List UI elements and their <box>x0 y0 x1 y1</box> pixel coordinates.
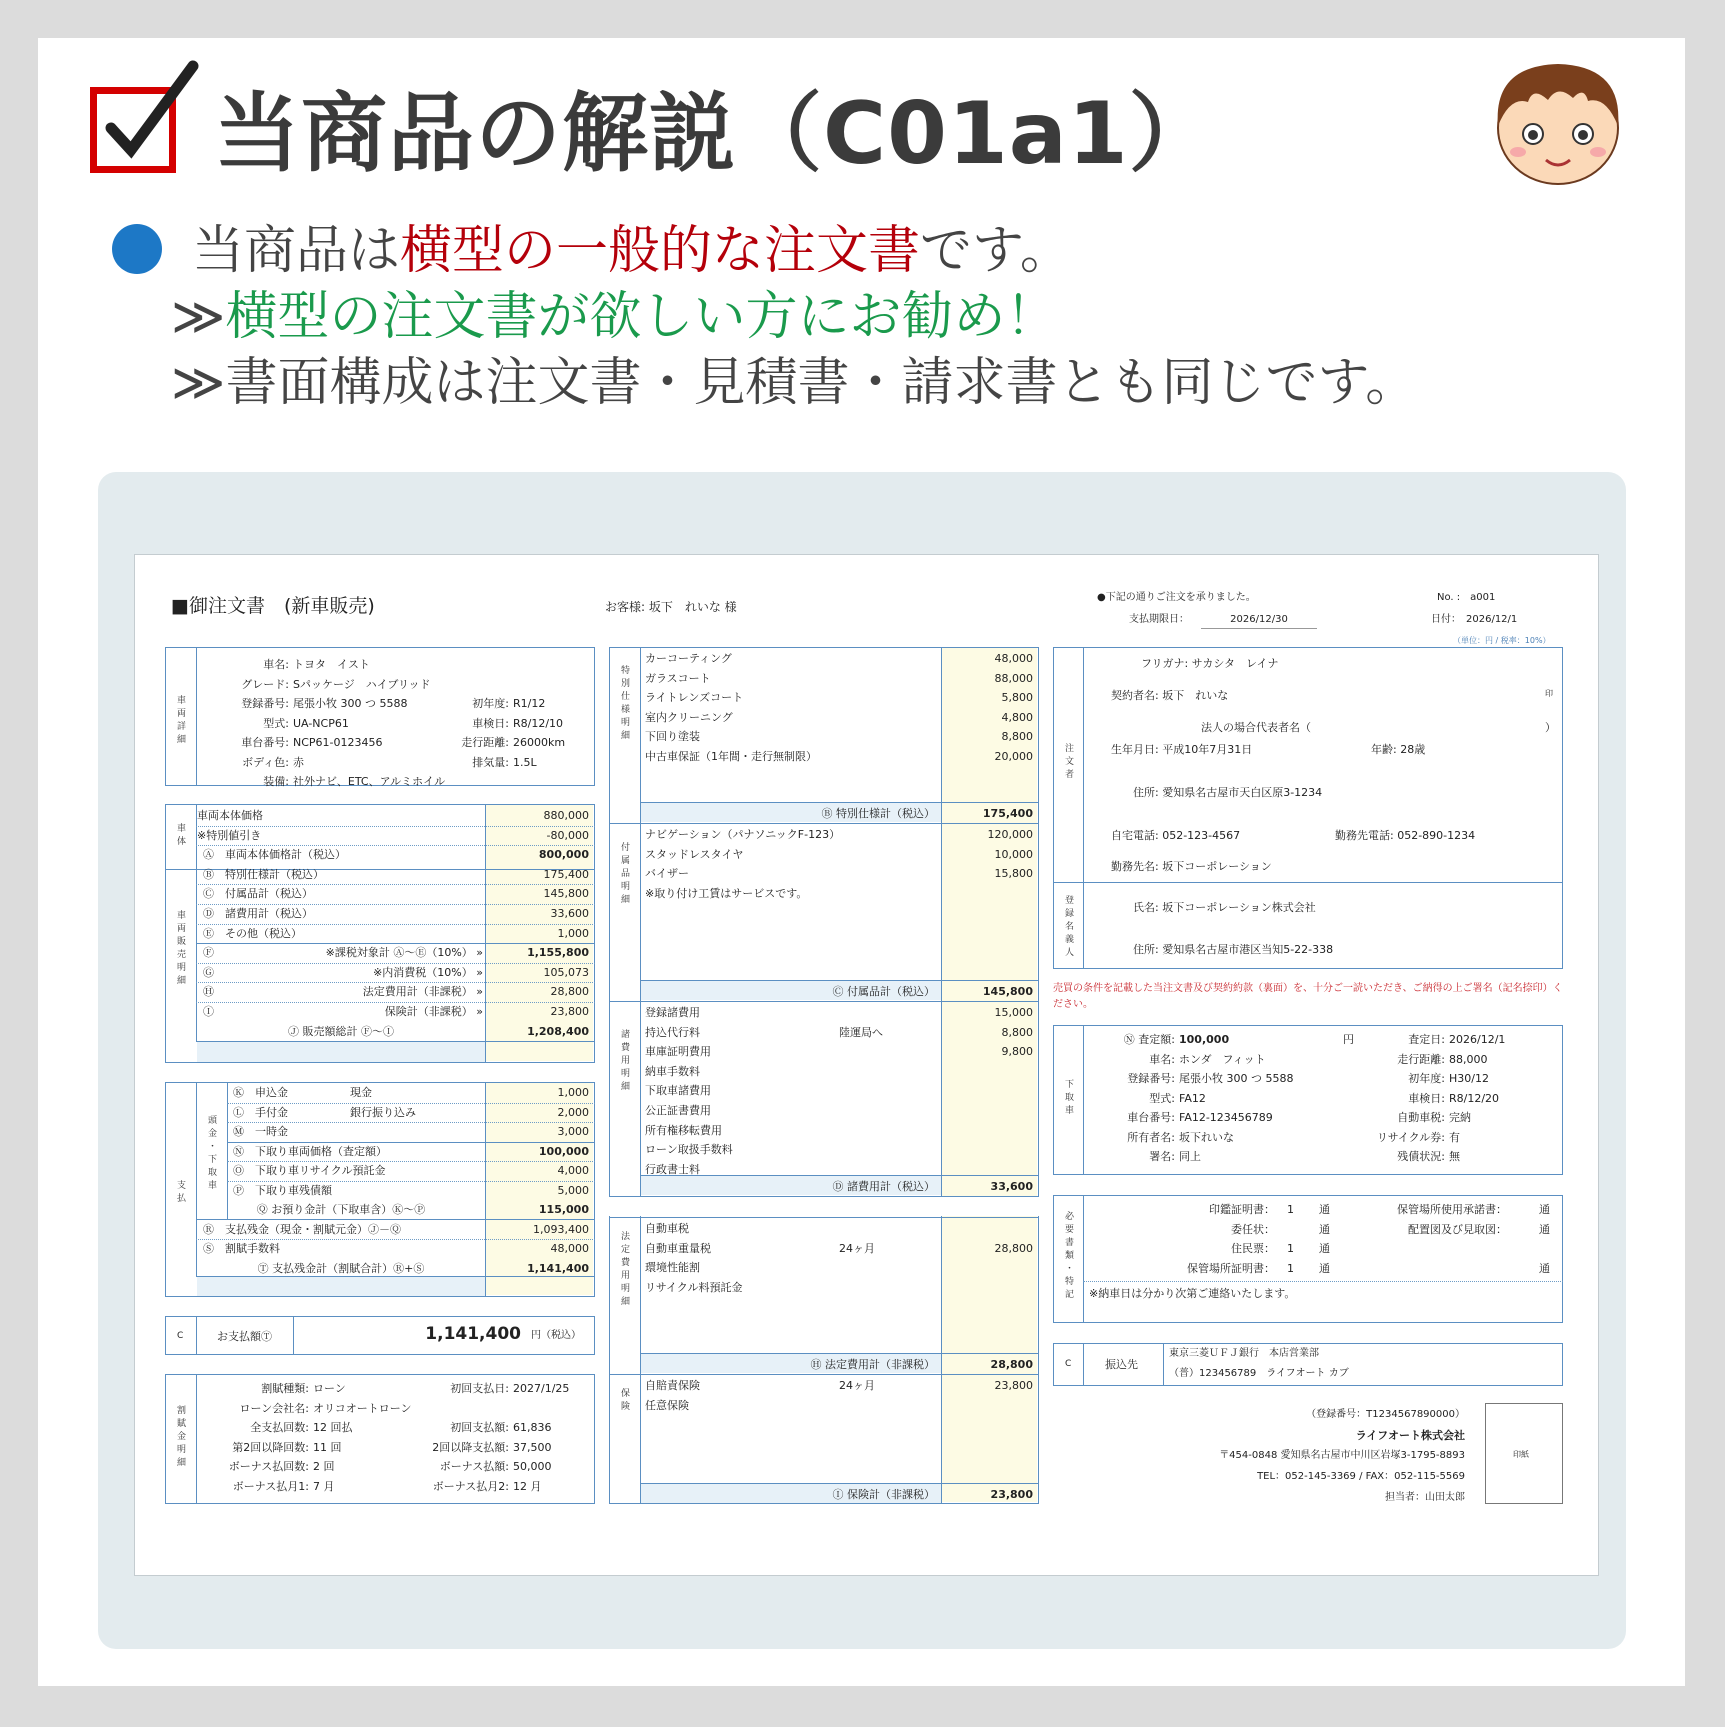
vehicle-value: トヨタ イスト <box>293 658 370 671</box>
insurance-total: 23,800 <box>990 1488 1033 1501</box>
tradein-value: 坂下れいな <box>1179 1130 1234 1144</box>
total-label: お支払額Ⓣ <box>217 1330 272 1343</box>
orderer-birth: 生年月日: 平成10年7月31日 <box>1111 743 1253 756</box>
tradein-value: 100,000 <box>1179 1033 1230 1046</box>
vehicle-label: 装備: <box>263 775 289 788</box>
loan-value: 12 月 <box>513 1479 542 1493</box>
special-amount: 20,000 <box>994 750 1033 763</box>
fees-item: 行政書士料 <box>645 1162 700 1176</box>
seller-staff: 担当者：山田太郎 <box>1385 1492 1465 1503</box>
payment-method: 銀行振り込み <box>350 1105 416 1119</box>
vehicle-label: ボディ色: <box>242 755 289 769</box>
vehicle-label: 車検日: <box>472 716 509 730</box>
sales-mark: Ⓗ <box>203 985 214 999</box>
sales-amount: -80,000 <box>546 828 589 842</box>
tradein-side-label: 下取車 <box>1063 1079 1073 1118</box>
vehicle-value: UA-NCP61 <box>293 716 349 730</box>
docs-unit: 通 <box>1539 1203 1550 1216</box>
fees-total: 33,600 <box>990 1180 1033 1193</box>
payment-side-label-2: 頭金・下取車 <box>206 1115 216 1193</box>
docs-unit: 通 <box>1319 1242 1330 1255</box>
loan-label: ボーナス払月1: <box>232 1479 309 1493</box>
fees-total-label: Ⓓ 諸費用計（税込） <box>832 1180 935 1193</box>
insurance-total-label: Ⓘ 保険計（非課税） <box>832 1488 935 1501</box>
tradein-label: 署名: <box>1149 1150 1175 1163</box>
special-item: 下回り塗装 <box>645 730 700 744</box>
page-title: 当商品の解説（C01a1） <box>214 84 1216 184</box>
tradein-value: 有 <box>1449 1130 1460 1144</box>
vehicle-value: Sパッケージ ハイブリッド <box>293 677 431 691</box>
checkbox-icon <box>90 87 176 173</box>
bank-line-1: 東京三菱ＵＦＪ銀行 本店営業部 <box>1169 1348 1319 1359</box>
accessories-side-label: 付属品明細 <box>619 842 629 907</box>
total-amount: 1,141,400 <box>425 1324 521 1344</box>
docs-label: 保管場所使用承諾書： <box>1397 1203 1507 1216</box>
loan-label: 割賦種類: <box>261 1382 309 1395</box>
accessories-item: ※取り付け工賃はサービスです。 <box>645 886 808 900</box>
loan-value: ローン <box>313 1382 346 1395</box>
docs-note: ※納車日は分かり次第ご連絡いたします。 <box>1089 1287 1296 1300</box>
vehicle-label: 初年度: <box>472 697 509 710</box>
sales-amount: 880,000 <box>543 809 589 822</box>
tradein-value: 尾張小牧 300 つ 5588 <box>1179 1072 1294 1085</box>
tradein-value: FA12 <box>1179 1091 1206 1105</box>
sales-label: ※特別値引き <box>197 828 262 842</box>
tradein-label: 初年度: <box>1408 1072 1445 1085</box>
sales-label: 法定費用計（非課税） » <box>362 985 483 999</box>
special-amount: 8,800 <box>1001 730 1033 744</box>
sales-mark: Ⓘ <box>203 1005 214 1018</box>
fees-side-label: 諸費用明細 <box>619 1028 629 1094</box>
orderer-address: 住所: 愛知県名古屋市天白区原3-1234 <box>1133 786 1323 799</box>
vehicle-value: 尾張小牧 300 つ 5588 <box>293 697 408 710</box>
orderer-corp-end: ） <box>1545 721 1556 734</box>
bullet-line-2: ≫横型の注文書が欲しい方にお勧め！ <box>171 287 1058 347</box>
vehicle-label: 走行距離: <box>461 736 509 749</box>
doc-title: ■御注文書 (新車販売) <box>171 595 375 617</box>
tradein-unit: 円 <box>1343 1033 1354 1046</box>
loan-label: ローン会社名: <box>239 1401 309 1415</box>
payment-label: Ⓝ 下取り車両価格（査定額） <box>233 1144 387 1158</box>
tradein-label: 車名: <box>1149 1052 1175 1066</box>
accessories-amount: 120,000 <box>987 828 1033 841</box>
loan-value: 12 回払 <box>313 1421 353 1434</box>
docs-unit: 通 <box>1539 1222 1550 1236</box>
orderer-seal: 印 <box>1545 689 1553 698</box>
docs-unit: 通 <box>1319 1261 1330 1275</box>
tradein-value: 88,000 <box>1449 1052 1488 1066</box>
vehicle-value: 赤 <box>293 755 304 769</box>
tradein-label: 所有者名: <box>1127 1130 1175 1144</box>
payment-amount: 1,000 <box>557 1086 589 1099</box>
page <box>38 38 1685 1686</box>
fees-amount: 9,800 <box>1001 1045 1033 1059</box>
payment-amount: 1,141,400 <box>527 1261 589 1275</box>
tradein-label: 車台番号: <box>1127 1111 1175 1124</box>
vehicle-value: 1.5L <box>513 755 537 769</box>
sales-label: Ⓑ 特別仕様計（税込） <box>203 867 324 881</box>
bullet-line-3: ≫書面構成は注文書・見積書・請求書とも同じです。 <box>171 353 1418 413</box>
loan-value: 2 回 <box>313 1460 335 1473</box>
doc-date: 日付： 2026/12/1 <box>1431 614 1518 625</box>
legal-amount: 28,800 <box>994 1241 1033 1255</box>
deadline-label: 支払期限日： <box>1129 614 1189 625</box>
fees-item: 所有権移転費用 <box>645 1123 722 1137</box>
tradein-label: 登録番号: <box>1127 1072 1175 1085</box>
loan-label: 初回支払額: <box>450 1421 509 1434</box>
docs-side-label: 必要書類・特記 <box>1063 1211 1073 1302</box>
sales-label: ※内消費税（10%） » <box>373 965 483 979</box>
fees-item: 納車手数料 <box>645 1064 700 1078</box>
vehicle-label: 車名: <box>263 658 289 671</box>
sales-label: Ⓔ その他（税込） <box>203 926 302 940</box>
deadline-value: 2026/12/30 <box>1201 615 1317 629</box>
docs-label: 印鑑証明書： <box>1209 1203 1275 1216</box>
tradein-value: FA12-123456789 <box>1179 1111 1273 1124</box>
special-total-label: Ⓑ 特別仕様計（税込） <box>821 807 935 820</box>
bank-line-2: （普）123456789 ライフオート カブ <box>1169 1368 1349 1379</box>
sales-amount: 1,000 <box>557 926 589 940</box>
accessories-item: ナビゲーション（パナソニックF-123） <box>645 828 841 841</box>
docs-label: 住民票： <box>1231 1242 1275 1255</box>
seller-name: ライフオート株式会社 <box>1355 1429 1465 1442</box>
vehicle-value: 社外ナビ、ETC、アルミホイル <box>293 775 446 788</box>
fees-amount: 15,000 <box>994 1006 1033 1019</box>
sales-label: 車両本体価格 <box>197 809 263 822</box>
special-total: 175,400 <box>982 807 1033 820</box>
sales-mark: Ⓖ <box>203 965 214 979</box>
accessories-item: バイザー <box>645 867 689 881</box>
orderer-work-phone: 勤務先電話: 052-890-1234 <box>1335 829 1476 842</box>
sales-side-label-1: 車体 <box>175 823 185 849</box>
loan-side-label: 割賦金明細 <box>175 1405 185 1470</box>
docs-count: 1 <box>1287 1203 1294 1216</box>
payment-total-label: Ⓣ 支払残金計（割賦合計）Ⓡ+Ⓢ <box>257 1261 425 1275</box>
vehicle-side-label: 車両詳細 <box>175 695 185 747</box>
accessories-item: スタッドレスタイヤ <box>645 847 744 861</box>
bank-c-label: C <box>1065 1359 1072 1369</box>
sales-amount: 33,600 <box>550 907 589 920</box>
fees-item: 持込代行料 <box>645 1025 700 1039</box>
tradein-label: 型式: <box>1149 1091 1175 1105</box>
tradein-value: ホンダ フィット <box>1179 1052 1266 1066</box>
accessories-total: 145,800 <box>982 985 1033 998</box>
tradein-label: 自動車税: <box>1397 1111 1445 1124</box>
docs-label: 保管場所証明書： <box>1187 1261 1275 1275</box>
vehicle-label: 型式: <box>263 716 289 730</box>
doc-no: No. : a001 <box>1437 592 1496 603</box>
loan-value: 11 回 <box>313 1440 342 1454</box>
insurance-side-label: 保険 <box>619 1388 629 1414</box>
sales-amount: 105,073 <box>543 965 589 979</box>
sales-amount: 175,400 <box>543 867 589 881</box>
accessories-amount: 15,800 <box>994 867 1033 881</box>
loan-value: 37,500 <box>513 1440 552 1454</box>
fees-note: 陸運局へ <box>839 1025 883 1039</box>
payment-total-label: Ⓠ お預り金計（下取車含）Ⓚ～Ⓟ <box>256 1203 426 1216</box>
fees-amount: 8,800 <box>1001 1025 1033 1039</box>
registrant-side-label: 登録名義人 <box>1063 895 1073 960</box>
loan-label: ボーナス払回数: <box>228 1460 309 1473</box>
tradein-value: R8/12/20 <box>1449 1091 1500 1105</box>
registrant-address: 住所: 愛知県名古屋市港区当知5-22-338 <box>1133 943 1334 956</box>
tradein-label: Ⓝ 査定額: <box>1123 1033 1175 1046</box>
fees-item: 下取車諸費用 <box>645 1084 711 1098</box>
payment-amount: 2,000 <box>557 1105 589 1119</box>
sales-label: Ⓐ 車両本体価格計（税込） <box>203 848 346 862</box>
sales-label: Ⓒ 付属品計（税込） <box>203 887 313 901</box>
tradein-value: 無 <box>1449 1150 1460 1163</box>
loan-value: オリコオートローン <box>313 1401 412 1415</box>
sales-label: Ⓓ 諸費用計（税込） <box>203 907 313 920</box>
special-amount: 5,800 <box>1001 691 1033 705</box>
payment-label: Ⓜ 一時金 <box>233 1125 288 1138</box>
fees-item: 車庫証明費用 <box>645 1045 711 1059</box>
legal-note: 24ヶ月 <box>839 1241 875 1255</box>
vehicle-value: R8/12/10 <box>513 716 564 730</box>
seller-address: 〒454-0848 愛知県名古屋市中川区岩塚3-1795-8893 <box>1219 1450 1465 1461</box>
loan-value: 2027/1/25 <box>513 1382 570 1395</box>
payment-label: Ⓟ 下取り車残債額 <box>233 1183 332 1197</box>
docs-count: 1 <box>1287 1242 1294 1255</box>
boy-avatar-icon <box>1488 56 1628 186</box>
payment-amount: 115,000 <box>538 1203 589 1216</box>
header <box>90 70 1216 182</box>
tradein-label: 査定日: <box>1408 1033 1445 1046</box>
docs-unit: 通 <box>1319 1203 1330 1216</box>
seller-reg: （登録番号：T1234567890000） <box>1306 1409 1465 1420</box>
docs-unit: 通 <box>1319 1222 1330 1236</box>
special-item: 室内クリーニング <box>645 710 733 724</box>
payment-side-label-1: 支払 <box>175 1180 185 1206</box>
sales-amount: 23,800 <box>550 1005 589 1018</box>
payment-amount: 3,000 <box>557 1125 589 1138</box>
payment-label: Ⓡ 支払残金（現金・割賦元金）Ⓙ－Ⓠ <box>203 1222 401 1236</box>
special-item: ライトレンズコート <box>645 691 744 705</box>
sales-mark: Ⓕ <box>203 946 214 960</box>
orderer-company: 勤務先名: 坂下コーポレーション <box>1111 860 1272 873</box>
stamp-label: 印紙 <box>1513 1450 1529 1459</box>
sales-label: 保険計（非課税） » <box>384 1005 483 1018</box>
sales-grand-label: Ⓙ 販売額総計 Ⓕ～Ⓘ <box>288 1024 394 1038</box>
special-side-label: 特別仕様明細 <box>619 665 629 743</box>
doc-note: ●下記の通りご注文を承りました。 <box>1097 592 1256 603</box>
insurance-item: 任意保険 <box>645 1398 689 1412</box>
sales-amount: 28,800 <box>550 985 589 999</box>
payment-label: Ⓚ 申込金 <box>233 1086 288 1099</box>
loan-label: 初回支払日: <box>450 1382 509 1395</box>
payment-label: Ⓢ 割賦手数料 <box>203 1242 280 1255</box>
customer: お客様: 坂下 れいな 様 <box>605 600 737 614</box>
bullet-line-1: 当商品は横型の一般的な注文書です。 <box>112 208 1072 283</box>
registrant-name: 氏名: 坂下コーポレーション株式会社 <box>1133 901 1316 914</box>
orderer-age: 年齢: 28歳 <box>1371 743 1426 756</box>
preview-panel <box>98 472 1626 1649</box>
payment-method: 現金 <box>350 1086 372 1099</box>
insurance-note: 24ヶ月 <box>839 1379 875 1392</box>
legal-total: 28,800 <box>990 1358 1033 1371</box>
vehicle-label: グレード: <box>241 677 289 691</box>
bank-label: 振込先 <box>1105 1358 1138 1371</box>
loan-label: 全支払回数: <box>250 1421 309 1434</box>
legal-side-label: 法定費用明細 <box>619 1231 629 1309</box>
tradein-value: 完納 <box>1449 1111 1471 1124</box>
loan-value: 50,000 <box>513 1460 552 1473</box>
sales-label: ※課税対象計 Ⓐ～Ⓔ（10%） » <box>325 946 483 960</box>
vehicle-value: R1/12 <box>513 697 546 710</box>
loan-value: 61,836 <box>513 1421 552 1434</box>
docs-label: 配置図及び見取図： <box>1408 1222 1507 1236</box>
order-form <box>134 554 1599 1576</box>
accessories-amount: 10,000 <box>994 847 1033 861</box>
seller-tel: TEL：052-145-3369 / FAX：052-115-5569 <box>1257 1471 1465 1482</box>
accessories-total-label: Ⓒ 付属品計（税込） <box>832 985 935 998</box>
loan-label: 第2回以降回数: <box>232 1440 309 1454</box>
sales-amount: 145,800 <box>543 887 589 901</box>
vehicle-value: 26000km <box>513 736 566 749</box>
tradein-label: 車検日: <box>1408 1091 1445 1105</box>
special-amount: 4,800 <box>1001 710 1033 724</box>
special-item: ガラスコート <box>645 671 711 685</box>
payment-amount: 4,000 <box>557 1164 589 1177</box>
terms-note: 売買の条件を記載した当注文書及び契約約款（裏面）を、十分ご一読いただき、ご納得の上ご署名（記名捺印）ください。 <box>1053 983 1563 1010</box>
special-item: カーコーティング <box>645 652 732 665</box>
total-c-label: C <box>177 1331 184 1341</box>
legal-item: 自動車税 <box>645 1222 689 1235</box>
payment-amount: 48,000 <box>550 1242 589 1255</box>
vehicle-value: NCP61-0123456 <box>293 736 383 749</box>
special-amount: 48,000 <box>994 652 1033 665</box>
orderer-side-label: 注文者 <box>1063 743 1073 782</box>
docs-label: 委任状： <box>1231 1222 1275 1236</box>
orderer-home-phone: 自宅電話: 052-123-4567 <box>1111 829 1241 842</box>
docs-count: 1 <box>1287 1261 1294 1275</box>
fees-item: 公正証書費用 <box>645 1104 711 1117</box>
tradein-label: 走行距離: <box>1397 1052 1445 1066</box>
orderer-furigana: フリガナ: サカシタ レイナ <box>1141 657 1279 670</box>
legal-item: リサイクル料預託金 <box>645 1280 743 1294</box>
special-amount: 88,000 <box>994 671 1033 685</box>
legal-item: 環境性能割 <box>645 1261 700 1275</box>
fees-item: 登録諸費用 <box>645 1006 700 1019</box>
tradein-value: 2026/12/1 <box>1449 1033 1506 1046</box>
legal-item: 自動車重量税 <box>645 1241 711 1255</box>
vehicle-label: 排気量: <box>472 755 509 769</box>
tradein-label: 残債状況: <box>1397 1150 1445 1163</box>
total-unit: 円（税込） <box>531 1330 581 1341</box>
unit-note: （単位：円 / 税率：10%） <box>1453 636 1551 645</box>
payment-label: Ⓞ 下取り車リサイクル預託金 <box>233 1164 386 1177</box>
orderer-name: 契約者名: 坂下 れいな <box>1111 689 1229 702</box>
docs-unit: 通 <box>1539 1261 1550 1275</box>
vehicle-label: 車台番号: <box>241 736 289 749</box>
loan-label: 2回以降支払額: <box>432 1440 509 1454</box>
loan-label: ボーナス払月2: <box>432 1479 509 1493</box>
orderer-corp: 法人の場合代表者名（ <box>1201 721 1311 734</box>
vehicle-label: 登録番号: <box>241 697 289 710</box>
special-item: 中古車保証（1年間・走行無制限） <box>645 750 817 763</box>
sales-amount: 1,155,800 <box>527 946 589 960</box>
loan-value: 7 月 <box>313 1479 335 1493</box>
sales-amount: 800,000 <box>538 848 589 862</box>
insurance-item: 自賠責保険 <box>645 1379 700 1392</box>
sales-side-label-2: 車両販売明細 <box>175 910 185 988</box>
payment-label: Ⓛ 手付金 <box>233 1105 288 1119</box>
payment-amount: 100,000 <box>538 1144 589 1158</box>
insurance-amount: 23,800 <box>994 1379 1033 1392</box>
legal-total-label: Ⓗ 法定費用計（非課税） <box>810 1358 935 1371</box>
tradein-label: リサイクル券: <box>1376 1130 1445 1144</box>
payment-amount: 5,000 <box>557 1183 589 1197</box>
tradein-value: H30/12 <box>1449 1072 1489 1085</box>
fees-item: ローン取扱手数料 <box>645 1143 733 1157</box>
payment-amount: 1,093,400 <box>533 1222 589 1236</box>
tradein-value: 同上 <box>1179 1150 1201 1163</box>
sales-amount: 1,208,400 <box>527 1024 589 1038</box>
bullet-dot-icon <box>112 224 162 274</box>
loan-label: ボーナス払額: <box>439 1460 509 1473</box>
